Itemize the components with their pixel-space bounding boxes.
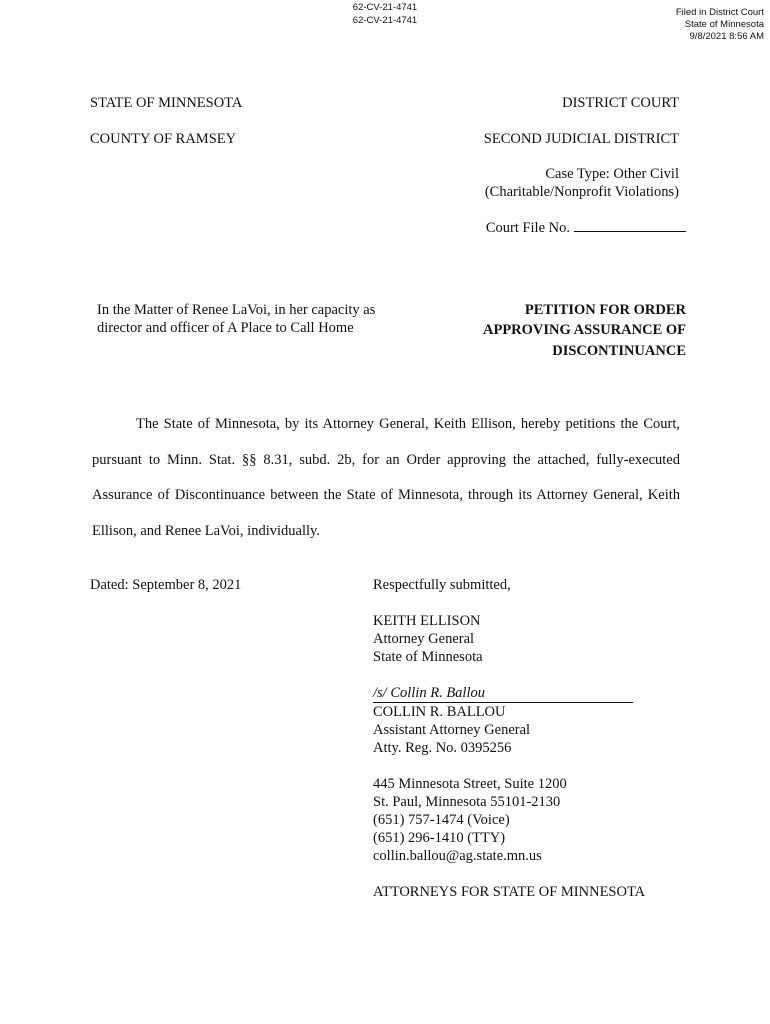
filed-stamp-state: State of Minnesota	[684, 19, 764, 30]
electronic-signature: /s/ Collin R. Ballou	[373, 685, 485, 701]
email-address: collin.ballou@ag.state.mn.us	[373, 848, 542, 864]
attorney-general-state: State of Minnesota	[373, 649, 483, 665]
signature-block	[373, 576, 645, 901]
document-title-line-2: APPROVING ASSURANCE OF	[482, 322, 686, 338]
document-title-line-3: DISCONTINUANCE	[552, 343, 686, 359]
attorney-general-name: KEITH ELLISON	[373, 613, 481, 629]
phone-tty: (651) 296-1410 (TTY)	[373, 830, 506, 846]
petition-body	[92, 407, 680, 549]
phone-voice: (651) 757-1474 (Voice)	[373, 812, 510, 828]
signature-line	[373, 684, 633, 703]
filed-stamp-datetime: 9/8/2021 8:56 AM	[689, 31, 764, 42]
signer-title: Assistant Attorney General	[373, 722, 531, 738]
attorney-general-title: Attorney General	[373, 631, 475, 647]
attorneys-for-label: ATTORNEYS FOR STATE OF MINNESOTA	[373, 884, 646, 900]
case-number-stamp-duplicate: 62-CV-21-4741	[352, 15, 418, 26]
case-type-value: (Charitable/Nonprofit Violations)	[484, 184, 679, 200]
case-number-stamp: 62-CV-21-4741	[352, 2, 418, 13]
signer-name: COLLIN R. BALLOU	[373, 704, 506, 720]
matter-line-1: In the Matter of Renee LaVoi, in her capacity as	[97, 302, 376, 318]
address-line-1: 445 Minnesota Street, Suite 1200	[373, 776, 567, 792]
case-type-label: Case Type: Other Civil	[545, 166, 679, 182]
document-title-line-1: PETITION FOR ORDER	[524, 302, 686, 318]
court-file-label: Court File No.	[485, 220, 570, 236]
dated-line: Dated: September 8, 2021	[90, 577, 242, 593]
filed-stamp-court: Filed in District Court	[675, 7, 764, 18]
caption-court: DISTRICT COURT	[562, 95, 679, 111]
caption-state: STATE OF MINNESOTA	[90, 95, 243, 111]
petition-paragraph: The State of Minnesota, by its Attorney General, Keith Ellison, hereby petitions the Court, pursuant to Minn. Stat. §§ 8.31, subd. 2b, for an Order approving the attached, fully-executed Assurance of Discontinuance between the State of Minnesota, through its Attorney General, Keith Ellison, and Renee LaVoi, individually.	[92, 416, 680, 539]
address-line-2: St. Paul, Minnesota 55101-2130	[373, 794, 561, 810]
signer-registration-number: Atty. Reg. No. 0395256	[373, 740, 512, 756]
respectfully-submitted: Respectfully submitted,	[373, 577, 511, 593]
caption-district: SECOND JUDICIAL DISTRICT	[483, 131, 679, 147]
caption-county: COUNTY OF RAMSEY	[90, 131, 237, 147]
matter-line-2: director and officer of A Place to Call Home	[97, 320, 354, 336]
court-file-blank-line	[574, 219, 686, 232]
court-file-number	[486, 219, 686, 237]
